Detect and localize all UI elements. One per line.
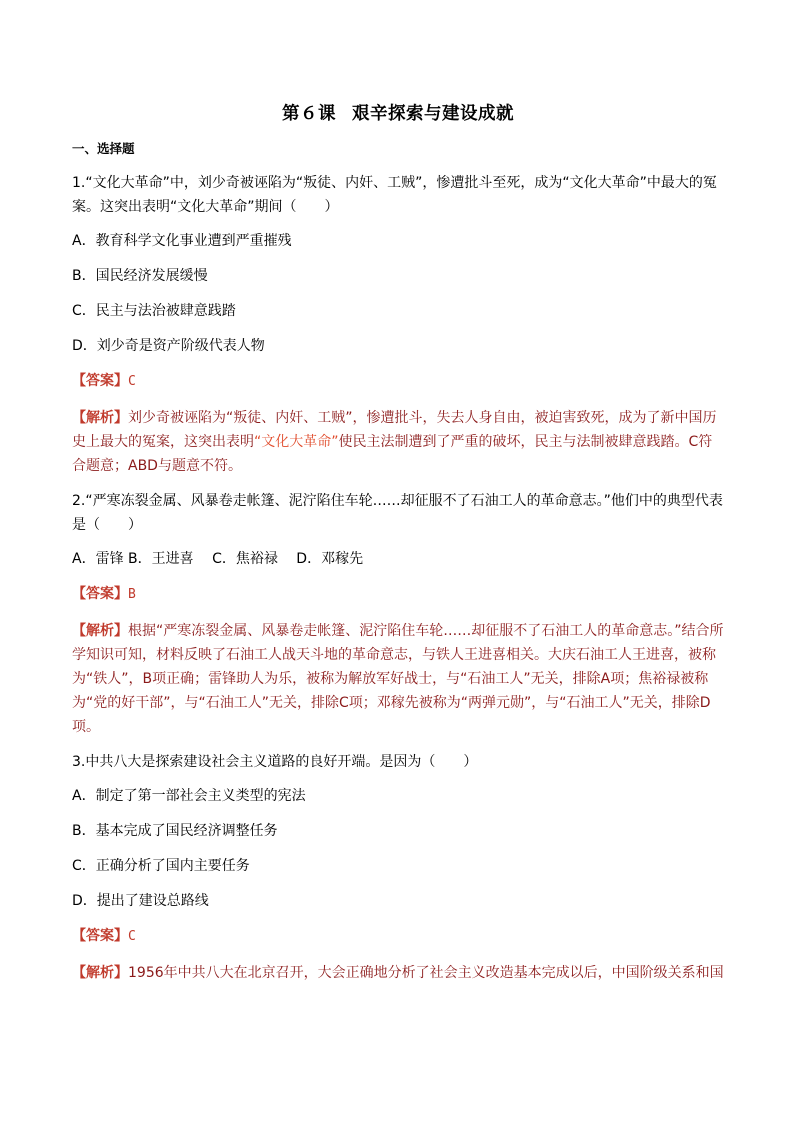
option-b: B．基本完成了国民经济调整任务 xyxy=(72,823,278,839)
lesson-number: 第６课 xyxy=(282,104,336,124)
answer-line xyxy=(72,925,724,948)
answer-line xyxy=(72,583,724,606)
option-c: C．民主与法治被肆意践踏 xyxy=(72,303,236,319)
option-a: A．制定了第一部社会主义类型的宪法 xyxy=(72,788,306,804)
answer-value: C xyxy=(128,929,136,944)
option-c: C．正确分析了国内主要任务 xyxy=(72,858,250,874)
question-1 xyxy=(72,171,724,478)
options-line: A．雷锋 B．王进喜 C．焦裕禄 D．邓稼先 xyxy=(72,551,364,567)
section-heading: 一、选择题 xyxy=(72,141,135,156)
option-d: D．刘少奇是资产阶级代表人物 xyxy=(72,338,265,354)
explanation-label: 【解析】 xyxy=(72,623,128,639)
question-3 xyxy=(72,750,724,985)
answer-label: 【答案】 xyxy=(72,586,128,602)
explanation-label: 【解析】 xyxy=(72,410,128,426)
answer-value: B xyxy=(128,587,136,602)
document-page xyxy=(72,100,724,996)
answer-line xyxy=(72,370,724,393)
option-a: A．教育科学文化事业遭到严重摧残 xyxy=(72,233,292,249)
explanation-label: 【解析】 xyxy=(72,965,128,981)
question-stem: 3.中共八大是探索建设社会主义道路的良好开端。是因为（ ） xyxy=(72,754,478,770)
question-stem: 2.“严寒冻裂金属、风暴卷走帐篷、泥泞陷住车轮……却征服不了石油工人的革命意志。”他们中的典型代表是（ ） xyxy=(72,493,723,533)
option-b: B．国民经济发展缓慢 xyxy=(72,268,208,284)
lesson-topic: 艰辛探索与建设成就 xyxy=(352,104,514,124)
explanation-text: 1956年中共八大在北京召开，大会正确地分析了社会主义改造基本完成以后，中国阶级关系和国 xyxy=(128,965,724,981)
explanation-text-a: 刘少奇被诬陷为“叛徒、内奸、工贼”，惨遭批斗，失去人身自由，被迫害致死，成为了新中国历史上最大的冤案，这突出表明 xyxy=(72,410,717,450)
answer-value: C xyxy=(128,374,136,389)
option-d: D．提出了建设总路线 xyxy=(72,893,209,909)
explanation-text: 根据“严寒冻裂金属、风暴卷走帐篷、泥泞陷住车轮……却征服不了石油工人的革命意志。”结合所学知识可知，材料反映了石油工人战天斗地的革命意志，与铁人王进喜相关。大庆石油工人王进喜，被称为“铁人”，B项正确；雷锋助人为乐，被称为解放军好战士，与“石油工人”无关，排除A项；焦裕禄被称为“党的好干部”，与“石油工人”无关，排除C项；邓稼先被称为“两弹元勋”，与“石油工人”无关，排除D项。 xyxy=(72,623,724,735)
explanation-highlight: “文化大革命” xyxy=(254,434,339,450)
answer-label: 【答案】 xyxy=(72,373,128,389)
explanation xyxy=(72,619,724,739)
page-title xyxy=(72,100,724,125)
question-2 xyxy=(72,489,724,739)
question-stem: 1.“文化大革命”中，刘少奇被诬陷为“叛徒、内奸、工贼”，惨遭批斗至死，成为“文化大革命”中最大的冤案。这突出表明“文化大革命”期间（ ） xyxy=(72,175,717,215)
explanation xyxy=(72,406,724,478)
explanation xyxy=(72,961,724,985)
explanation-text-b: 使民主法制遭到了严重的破坏，民主与法制被肆意践踏。C符合题意；ABD与题意不符。 xyxy=(72,434,713,474)
answer-label: 【答案】 xyxy=(72,928,128,944)
